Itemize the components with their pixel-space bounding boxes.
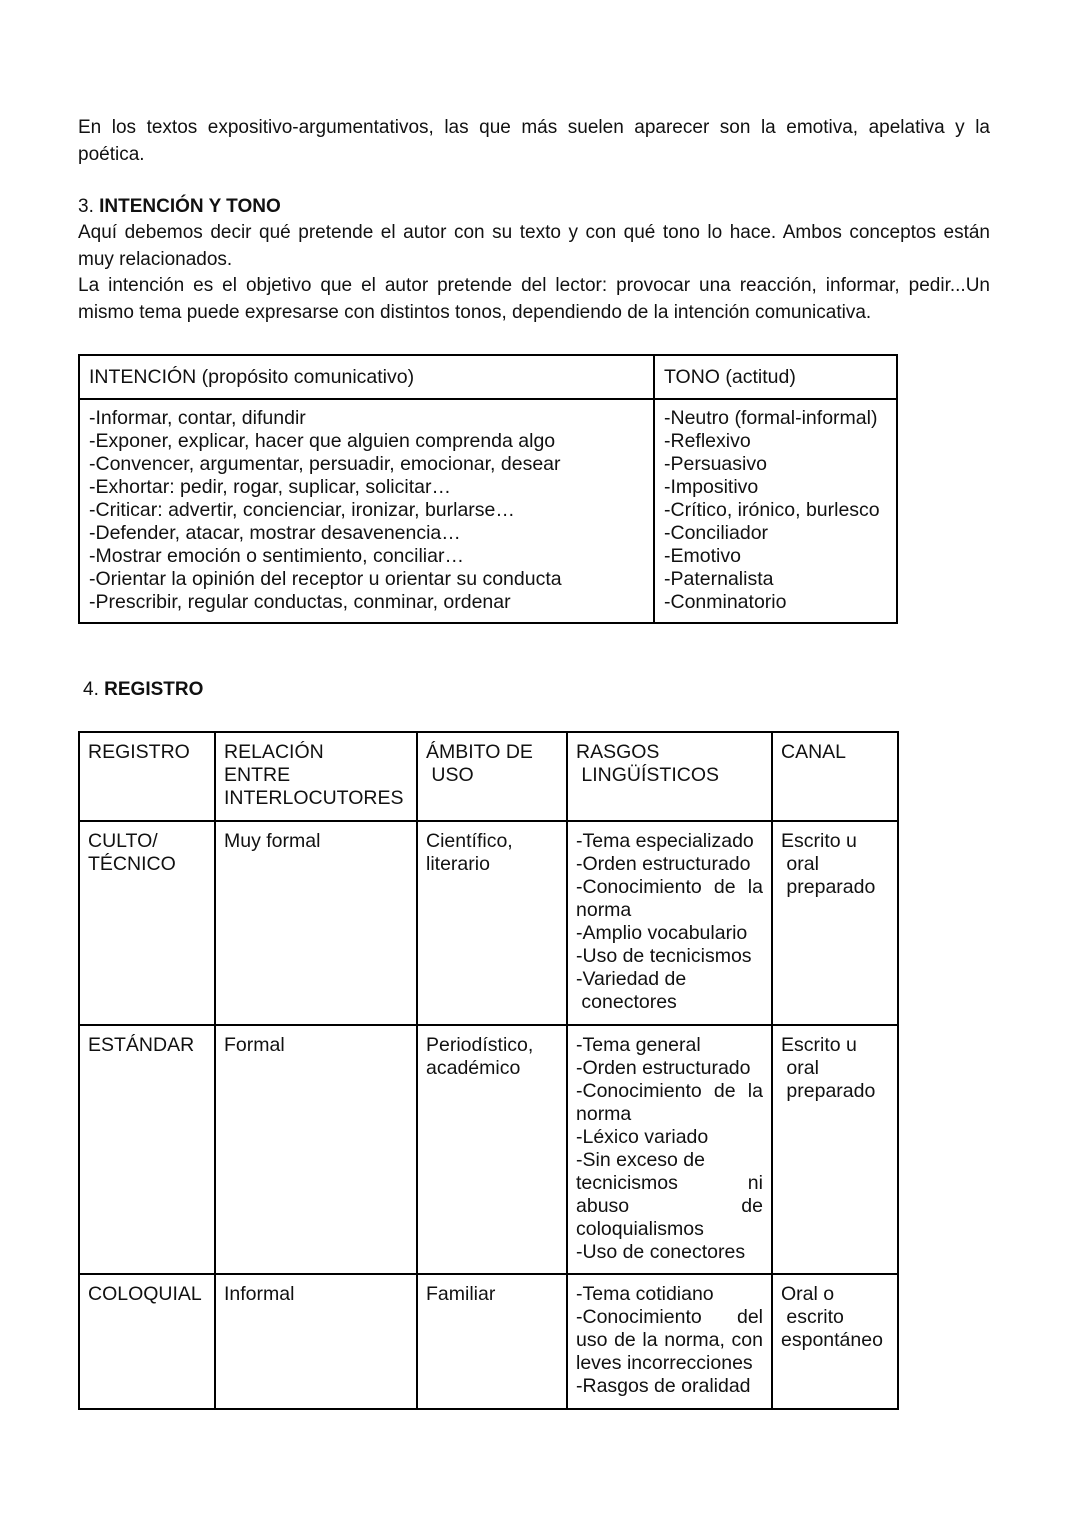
header-rasgos-line: LINGÜÍSTICOS [576, 764, 720, 786]
canal-cell [772, 821, 898, 1025]
rasgos-line: conectores [576, 991, 677, 1013]
intent-item: -Exhortar: pedir, rogar, suplicar, solicitar… [89, 476, 451, 498]
rasgos-line: -Orden estructurado [576, 853, 751, 875]
intro-line-1: En los textos expositivo-argumentativos, las que más suelen aparecer son la emotiva, apelativa y la [78, 117, 990, 138]
header-relacion-line: RELACIÓN [224, 741, 324, 763]
ambito-line: académico [426, 1057, 521, 1079]
ambito-cell [417, 1025, 567, 1274]
intent-item: -Informar, contar, difundir [89, 407, 306, 429]
tone-item: -Paternalista [664, 568, 774, 590]
section-3-line-4: mismo tema puede expresarse con distintos tonos, dependiendo de la intención comunicativa. [78, 301, 872, 323]
rasgos-line: -Variedad de [576, 968, 687, 990]
register-header-row [79, 732, 898, 821]
section-3-title: INTENCIÓN Y TONO [99, 196, 281, 217]
tone-list-cell [654, 399, 897, 623]
tone-item: -Persuasivo [664, 453, 767, 475]
section-3-line-2: muy relacionados. [78, 248, 233, 270]
rasgos-line: -Amplio vocabulario [576, 922, 748, 944]
registro-line: TÉCNICO [88, 853, 176, 875]
section-3-number: 3. [78, 196, 94, 217]
rasgos-line: -Tema cotidiano [576, 1283, 714, 1305]
header-rasgos-line: RASGOS [576, 741, 660, 763]
intent-header-text: INTENCIÓN (propósito comunicativo) [89, 366, 415, 388]
rasgos-line: uso de la norma, con [576, 1329, 763, 1351]
canal-line: Escrito u [781, 1034, 857, 1056]
header-relacion-cell [215, 732, 417, 821]
canal-cell [772, 1274, 898, 1409]
canal-cell [772, 1025, 898, 1274]
rasgos-line: abuso de [576, 1195, 763, 1217]
tone-header-text: TONO (actitud) [664, 366, 796, 388]
intro-paragraph [78, 115, 990, 168]
ambito-cell [417, 821, 567, 1025]
relacion-line: Informal [224, 1283, 295, 1305]
register-table-body [79, 821, 898, 1409]
header-canal: CANAL [781, 741, 847, 763]
rasgos-line: -Tema general [576, 1034, 701, 1056]
section-3-heading [78, 194, 281, 220]
canal-line: espontáneo [781, 1329, 883, 1351]
header-ambito-line: USO [426, 764, 474, 786]
rasgos-line: -Uso de tecnicismos [576, 945, 752, 967]
rasgos-line: -Orden estructurado [576, 1057, 751, 1079]
rasgos-line: norma [576, 899, 632, 921]
ambito-line: Familiar [426, 1283, 496, 1305]
header-ambito-line: ÁMBITO DE [426, 741, 533, 763]
registro-line: ESTÁNDAR [88, 1034, 195, 1056]
intent-item: -Convencer, argumentar, persuadir, emocionar, desear [89, 453, 561, 475]
tone-item: -Emotivo [664, 545, 741, 567]
registro-cell [79, 1025, 215, 1274]
canal-line: oral [781, 853, 819, 875]
intent-tone-table [78, 354, 898, 624]
intent-list-cell [79, 399, 654, 623]
canal-line: preparado [781, 876, 876, 898]
ambito-cell [417, 1274, 567, 1409]
register-row [79, 821, 898, 1025]
registro-line: CULTO/ [88, 830, 158, 852]
tone-header-cell [654, 355, 897, 399]
header-canal-cell [772, 732, 898, 821]
section-3-line-3: La intención es el objetivo que el autor pretende del lector: provocar una reacción, informar, pedir...Un [78, 275, 990, 296]
canal-line: oral [781, 1057, 819, 1079]
header-relacion-line: INTERLOCUTORES [224, 787, 404, 809]
canal-line: preparado [781, 1080, 876, 1102]
register-row [79, 1274, 898, 1409]
rasgos-line: -Sin exceso de [576, 1149, 705, 1171]
intent-table-header-row [79, 355, 897, 399]
header-relacion-line: ENTRE [224, 764, 291, 786]
relacion-cell [215, 821, 417, 1025]
rasgos-line: tecnicismos ni [576, 1172, 763, 1194]
register-row [79, 1025, 898, 1274]
tone-item: -Conciliador [664, 522, 769, 544]
rasgos-line: -Conocimiento de la [576, 1080, 763, 1102]
header-registro-cell [79, 732, 215, 821]
tone-item: -Impositivo [664, 476, 759, 498]
section-4-heading [83, 677, 203, 703]
section-4-title: REGISTRO [104, 679, 204, 700]
rasgos-line: -Uso de conectores [576, 1241, 746, 1263]
tone-item: -Neutro (formal-informal) [664, 407, 878, 429]
intent-table-body-row [79, 399, 897, 623]
intent-list [80, 400, 653, 622]
rasgos-line: -Tema especializado [576, 830, 754, 852]
intent-item: -Orientar la opinión del receptor u orientar su conducta [89, 568, 562, 590]
header-registro: REGISTRO [88, 741, 190, 763]
rasgos-line: coloquialismos [576, 1218, 704, 1240]
section-3-line-1: Aquí debemos decir qué pretende el autor con su texto y con qué tono lo hace. Ambos conceptos están [78, 222, 990, 243]
ambito-line: Científico, [426, 830, 513, 852]
rasgos-cell [567, 1025, 772, 1274]
intent-item: -Defender, atacar, mostrar desavenencia… [89, 522, 461, 544]
canal-line: Oral o [781, 1283, 835, 1305]
rasgos-line: leves incorrecciones [576, 1352, 753, 1374]
intent-item: -Criticar: advertir, concienciar, ironizar, burlarse… [89, 499, 515, 521]
relacion-line: Formal [224, 1034, 285, 1056]
intent-item: -Prescribir, regular conductas, conminar, ordenar [89, 591, 511, 613]
rasgos-line: -Conocimiento de la [576, 876, 763, 898]
registro-cell [79, 821, 215, 1025]
relacion-line: Muy formal [224, 830, 321, 852]
relacion-cell [215, 1025, 417, 1274]
rasgos-line: -Léxico variado [576, 1126, 709, 1148]
tone-item: -Reflexivo [664, 430, 751, 452]
ambito-line: literario [426, 853, 490, 875]
intro-line-2: poética. [78, 143, 145, 165]
rasgos-cell [567, 821, 772, 1025]
relacion-cell [215, 1274, 417, 1409]
rasgos-line: norma [576, 1103, 632, 1125]
rasgos-line: -Rasgos de oralidad [576, 1375, 751, 1397]
ambito-line: Periodístico, [426, 1034, 534, 1056]
tone-item: -Crítico, irónico, burlesco [664, 499, 880, 521]
registro-line: COLOQUIAL [88, 1283, 202, 1305]
intent-header-cell [79, 355, 654, 399]
intent-item: -Mostrar emoción o sentimiento, conciliar… [89, 545, 464, 567]
header-rasgos-cell [567, 732, 772, 821]
register-table [78, 731, 899, 1410]
section-3-paragraph [78, 220, 990, 326]
canal-line: Escrito u [781, 830, 857, 852]
canal-line: escrito [781, 1306, 844, 1328]
rasgos-line: -Conocimiento del [576, 1306, 763, 1328]
rasgos-cell [567, 1274, 772, 1409]
tone-item: -Conminatorio [664, 591, 787, 613]
registro-cell [79, 1274, 215, 1409]
tone-list [655, 400, 896, 622]
header-ambito-cell [417, 732, 567, 821]
section-4-number: 4. [83, 679, 99, 700]
intent-item: -Exponer, explicar, hacer que alguien comprenda algo [89, 430, 556, 452]
